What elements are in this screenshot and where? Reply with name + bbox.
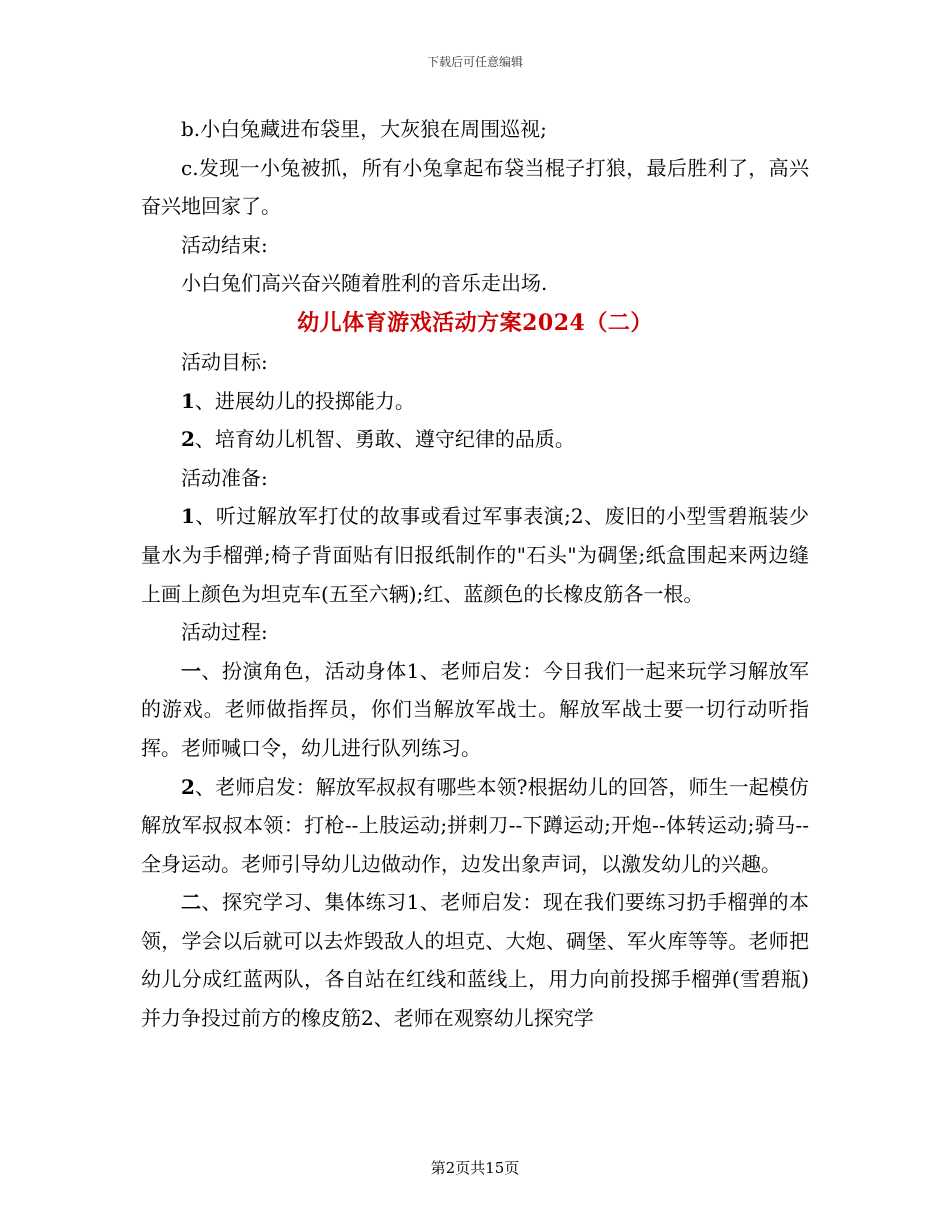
paragraph (141, 382, 809, 421)
paragraph: 活动过程: (181, 620, 268, 645)
list-number: 1 (181, 388, 195, 413)
page-header: 下载后可任意编辑 (426, 55, 523, 69)
list-number: 2 (181, 427, 195, 452)
paragraph (141, 652, 809, 768)
list-text: 、扮演角色，活动身体1、老师启发：今日我们一起来玩学习解放军的游戏。老师做指挥员，你们当解放军战士。解放军战士要一切行动听指挥。老师喊口令，幼儿进行队列练习。 (141, 658, 809, 760)
list-number: 二 (181, 890, 202, 915)
document-body (141, 110, 809, 1038)
list-text: 、听过解放军打仗的故事或看过军事表演;2、废旧的小型雪碧瓶装少量水为手榴弹;椅子背面贴有旧报纸制作的"石头"为碉堡;纸盒围起来两边缝上画上颜色为坦克车(五至六辆);红、蓝颜色的长橡皮筋各一根。 (141, 504, 809, 606)
page-footer: 第2页共15页 (430, 1159, 520, 1177)
paragraph (141, 497, 809, 613)
paragraph: 活动目标: (181, 349, 268, 374)
paragraph: 活动准备: (181, 465, 268, 490)
paragraph (141, 768, 809, 884)
list-number: 1 (181, 504, 195, 529)
section-title: 幼儿体育游戏活动方案2024（二） (297, 309, 653, 336)
list-number: 一 (181, 658, 202, 683)
paragraph (141, 883, 809, 1037)
list-text: 、进展幼儿的投掷能力。 (194, 388, 415, 413)
paragraph: b.小白兔藏进布袋里，大灰狼在周围巡视; (181, 117, 547, 141)
paragraph: 小白兔们高兴奋兴随着胜利的音乐走出场. (181, 271, 548, 296)
paragraph: c.发现一小兔被抓，所有小兔拿起布袋当棍子打狼，最后胜利了，高兴奋兴地回家了。 (141, 155, 809, 219)
list-text: 、培育幼儿机智、勇敢、遵守纪律的品质。 (194, 427, 575, 452)
paragraph: 活动结束: (181, 232, 268, 257)
paragraph (141, 420, 809, 459)
list-text: 、老师启发：解放军叔叔有哪些本领?根据幼儿的回答，师生一起模仿解放军叔叔本领：打枪--上肢运动;拼刺刀--下蹲运动;开炮--体转运动;骑马--全身运动。老师引导幼儿边做动作，边发出象声词，以激发幼儿的兴趣。 (141, 774, 809, 876)
list-number: 2 (181, 774, 195, 799)
list-text: 、探究学习、集体练习1、老师启发：现在我们要练习扔手榴弹的本领，学会以后就可以去炸毁敌人的坦克、大炮、碉堡、军火库等等。老师把幼儿分成红蓝两队，各自站在红线和蓝线上，用力向前投掷手榴弹(雪碧瓶)并力争投过前方的橡皮筋2、老师在观察幼儿探究学 (141, 890, 809, 1031)
